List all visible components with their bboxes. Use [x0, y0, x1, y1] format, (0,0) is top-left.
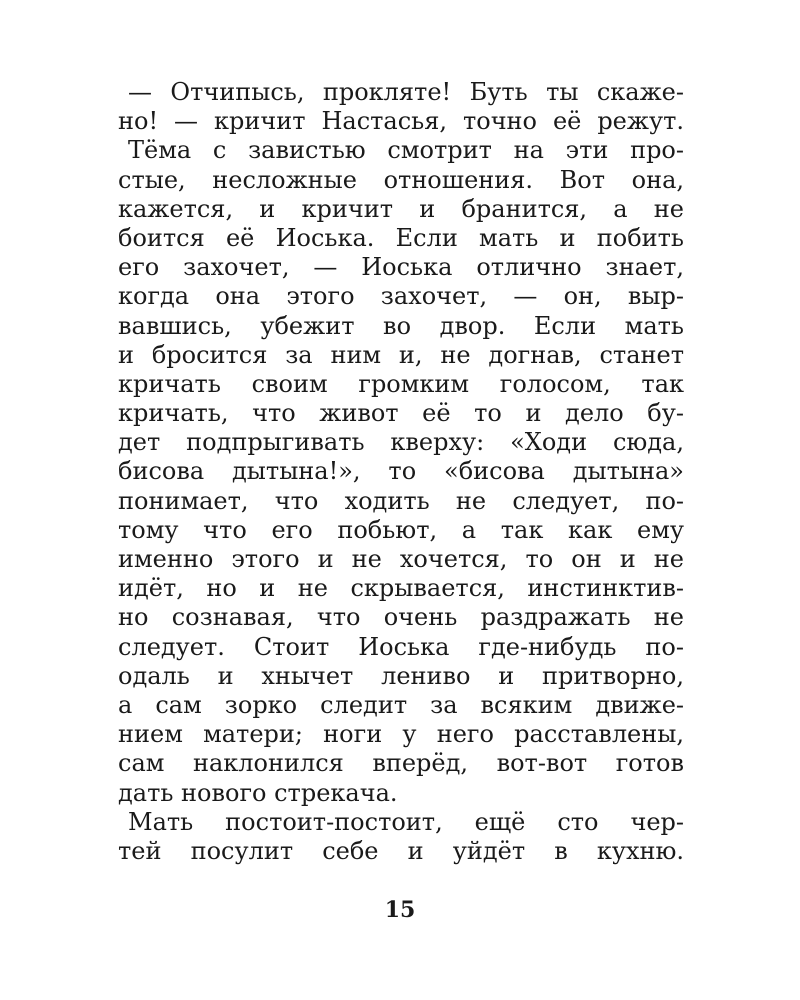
text-line: идёт, но и не скрывается, инстинктив- [118, 574, 684, 603]
text-line: нием матери; ноги у него расставлены, [118, 720, 684, 749]
text-line: его захочет, — Иоська отлично знает, [118, 253, 684, 282]
text-line: Мать постоит-постоит, ещё сто чер- [128, 807, 684, 836]
text-line: но! — кричит Настасья, точно её режут. [118, 107, 684, 136]
text-line: дать нового стрекача. [118, 778, 398, 807]
body-text [118, 78, 684, 866]
text-line: сам наклонился вперёд, вот-вот готов [118, 749, 684, 778]
text-line: кричать, что живот её то и дело бу- [118, 399, 684, 428]
text-line: именно этого и не хочется, то он и не [118, 545, 684, 573]
text-line: тому что его побьют, а так как ему [118, 515, 684, 544]
text-line: кажется, и кричит и бранится, а не [118, 194, 684, 223]
text-line: дет подпрыгивать кверху: «Ходи сюда, [118, 428, 684, 457]
page-number: 15 [384, 897, 416, 923]
text-line: но сознавая, что очень раздражать не [118, 603, 684, 632]
text-line: а сам зорко следит за всяким движе- [118, 690, 684, 719]
text-line: следует. Стоит Иоська где-нибудь по- [118, 632, 684, 661]
text-line: одаль и хнычет лениво и притворно, [118, 661, 684, 690]
text-line: стые, несложные отношения. Вот она, [118, 165, 684, 194]
text-line: когда она этого захочет, — он, выр- [118, 282, 684, 311]
text-line: понимает, что ходить не следует, по- [118, 486, 684, 515]
text-line: и бросится за ним и, не догнав, станет [118, 340, 684, 369]
text-line: — Отчипысь, проклятe! Буть ты скаже- [128, 78, 684, 106]
text-line: тей посулит себе и уйдёт в кухню. [118, 836, 684, 865]
text-line: Тёма с завистью смотрит на эти про- [128, 136, 684, 165]
text-line: кричать своим громким голосом, так [118, 369, 684, 398]
text-line: боится её Иоська. Если мать и побить [118, 223, 684, 252]
text-line: вавшись, убежит во двор. Если мать [118, 311, 684, 340]
text-line: бисова дытына!», то «бисова дытына» [118, 457, 684, 486]
